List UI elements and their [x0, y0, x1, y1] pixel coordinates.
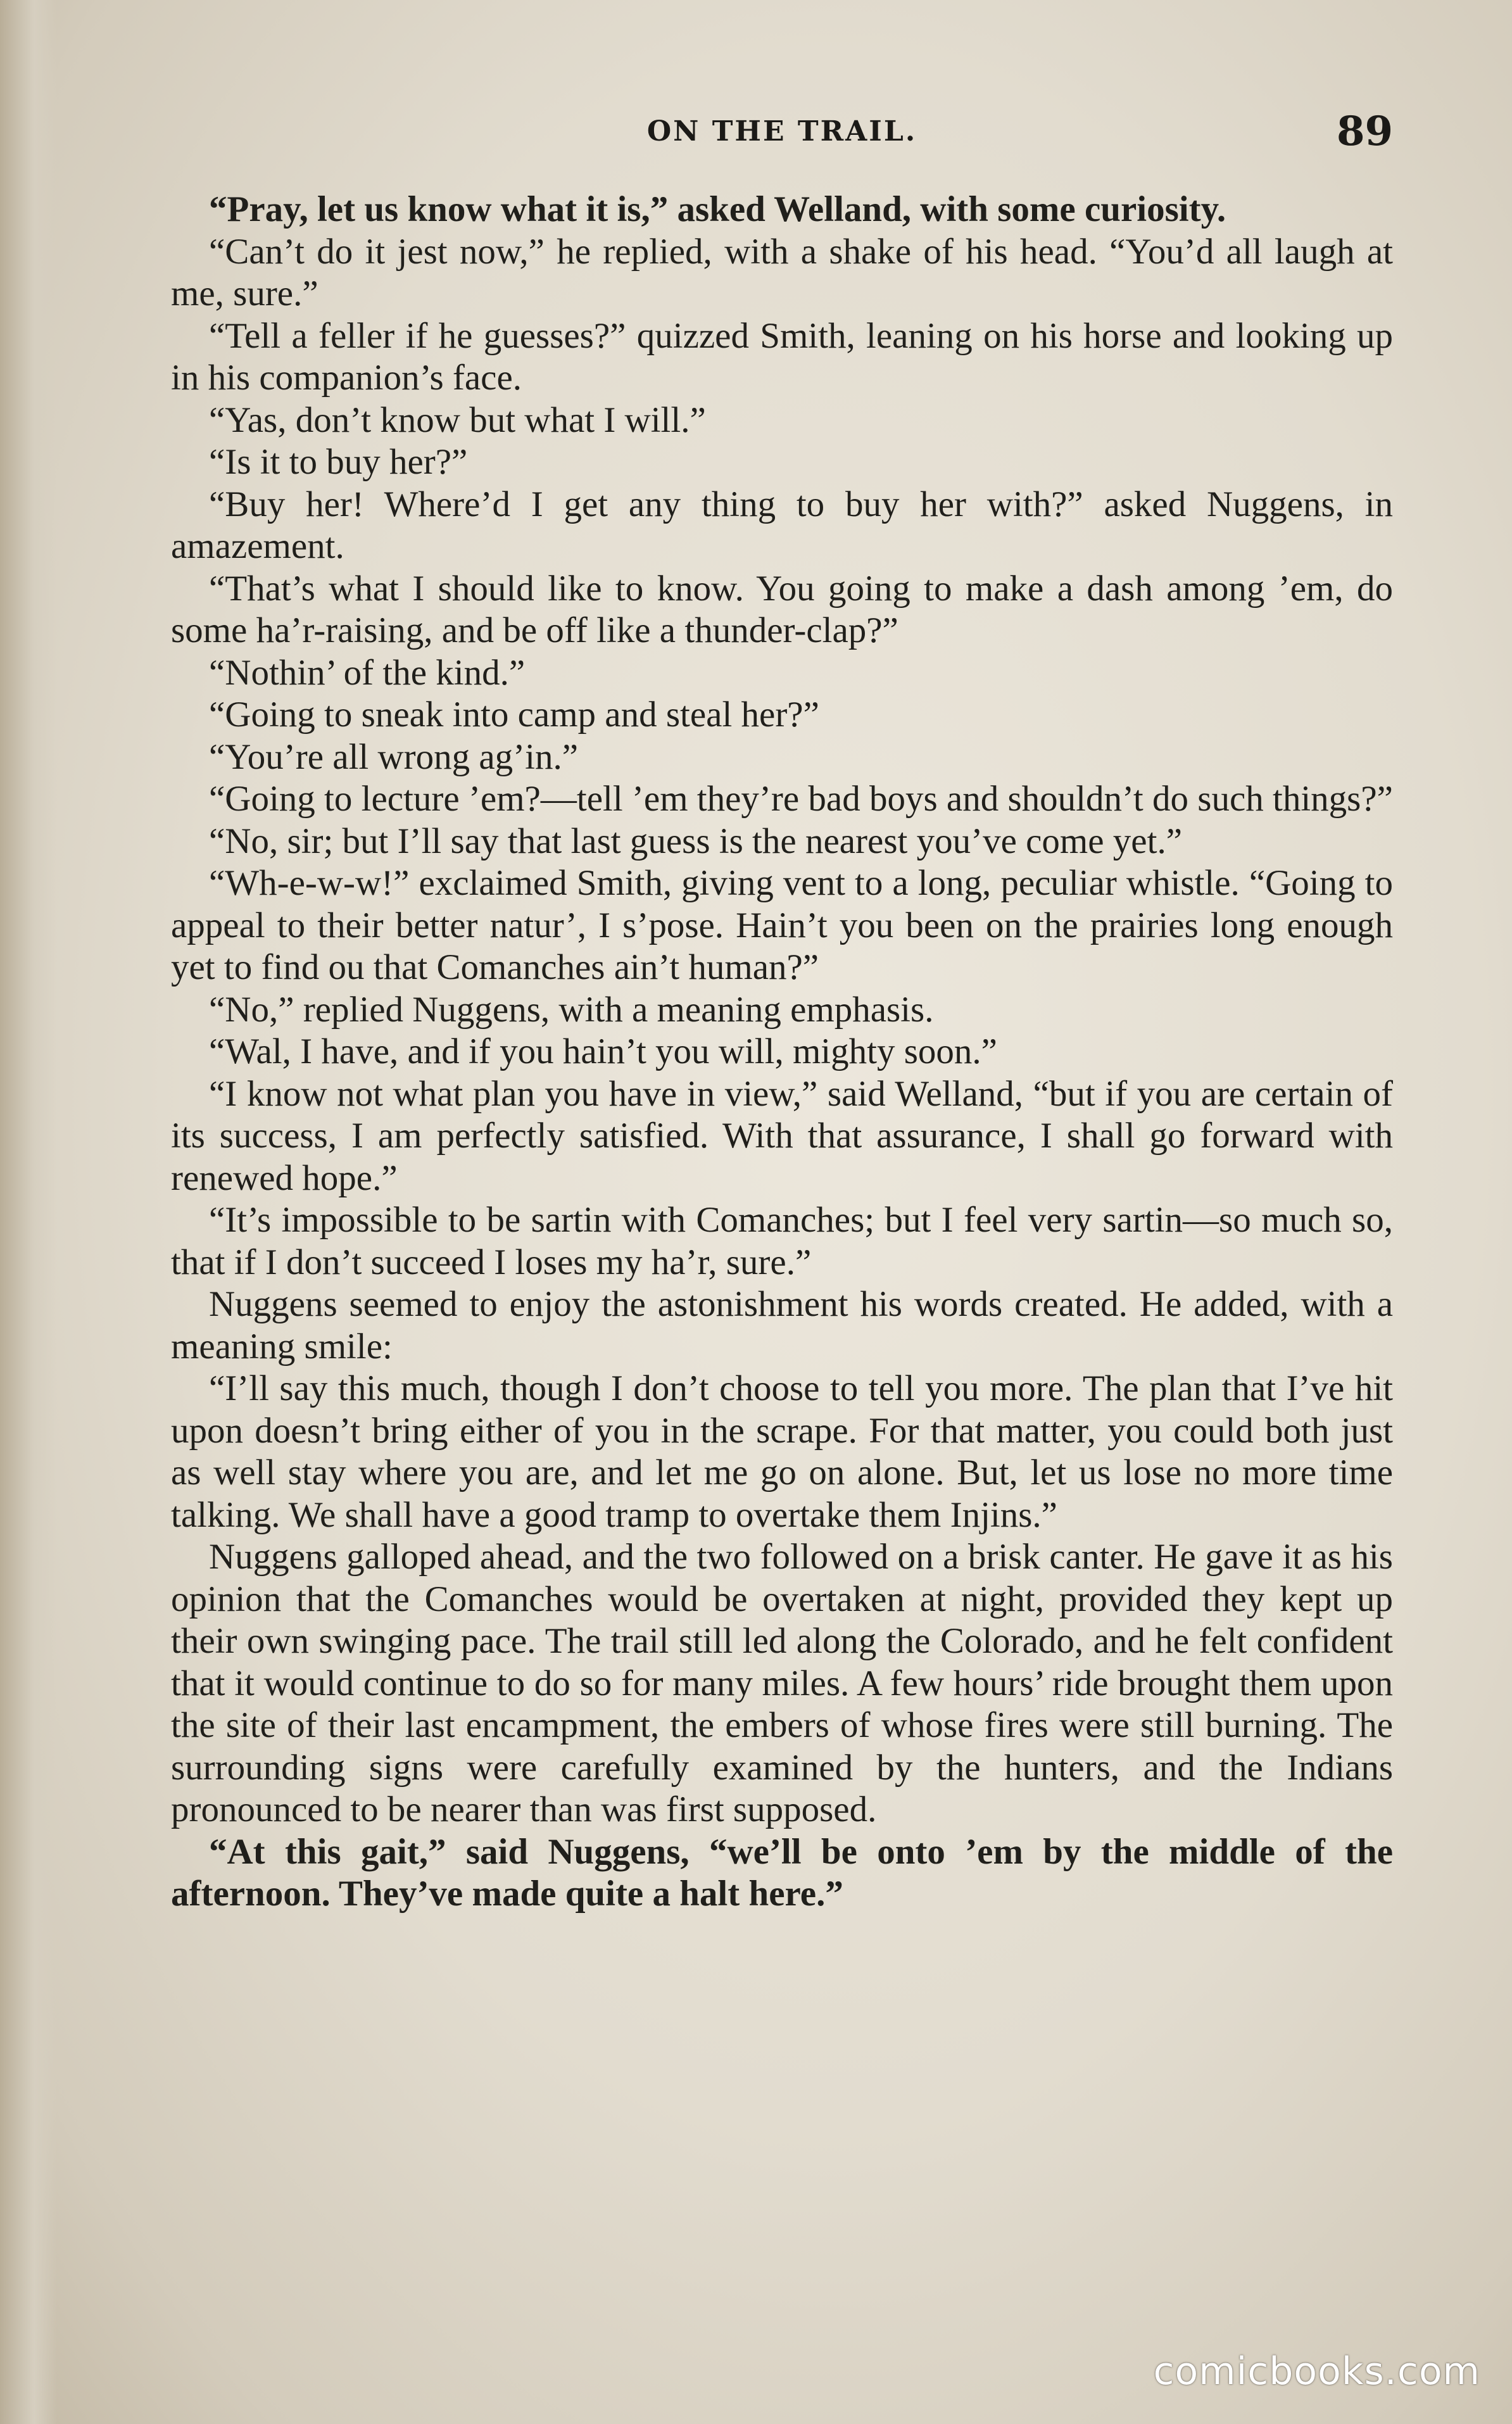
paragraph: “Buy her! Where’d I get any thing to buy her with?” asked Nuggens, in amazement. [171, 484, 1393, 566]
paragraph: “Can’t do it jest now,” he replied, with a shake of his head. “You’d all laugh at me, sure.” [171, 231, 1393, 313]
paragraph: “You’re all wrong ag’in.” [209, 736, 579, 777]
page-header [171, 108, 1393, 165]
paragraph: “Wal, I have, and if you hain’t you will, mighty soon.” [209, 1032, 997, 1071]
paragraph: Nuggens galloped ahead, and the two followed on a brisk canter. He gave it as his opinion that the Comanches would be overtaken at night, provided they kept up their own swinging pace. The trail still led along the Colorado, and he felt confident that it would continue to do so for many miles. A few hours’ ride brought them upon the site of their last encampment, the embers of whose fires were still burning. The surrounding signs were carefully examined by the hunters, and the Indians pronounced to be nearer than was first supposed. [171, 1537, 1393, 1829]
page-number: 89 [1336, 108, 1393, 155]
page-gutter-shadow [0, 0, 57, 2424]
paragraph: “Yas, don’t know but what I will.” [209, 400, 706, 440]
paragraph: “Going to sneak into camp and steal her?” [209, 695, 819, 735]
paragraph: “No,” replied Nuggens, with a meaning emphasis. [209, 989, 934, 1030]
paragraph: “Nothin’ of the kind.” [209, 652, 526, 693]
paragraph: “Wh-e-w-w!” exclaimed Smith, giving vent to a long, peculiar whistle. “Going to appeal to their better natur’, I s’pose. Hain’t you been on the prairies long enough yet to find ou that Comanches ain’t human?” [171, 863, 1393, 987]
paragraph: “No, sir; but I’ll say that last guess is the nearest you’ve come yet.” [209, 821, 1182, 861]
running-title: ON THE TRAIL. [646, 115, 917, 148]
paragraph: “Pray, let us know what it is,” asked Welland, with some curiosity. [209, 189, 1226, 229]
paragraph: “It’s impossible to be sartin with Comanches; but I feel very sartin—so much so, that if I don’t succeed I loses my ha’r, sure.” [171, 1200, 1393, 1282]
body-text [171, 189, 1393, 1916]
paragraph: “That’s what I should like to know. You going to make a dash among ’em, do some ha’r-raising, and be off like a thunder-clap?” [171, 568, 1393, 650]
paragraph: “I know not what plan you have in view,” said Welland, “but if you are certain of its success, I am perfectly satisfied. With that assurance, I shall go forward with renewed hope.” [171, 1073, 1393, 1198]
paragraph: Nuggens seemed to enjoy the astonishment his words created. He added, with a meaning smile: [171, 1284, 1393, 1367]
paragraph: “Going to lecture ’em?—tell ’em they’re bad boys and shouldn’t do such things?” [209, 779, 1393, 819]
paragraph: “I’ll say this much, though I don’t choose to tell you more. The plan that I’ve hit upon doesn’t bring either of you in the scrape. For that matter, you could both just as well stay where you are, and let me go on alone. But, let us lose no more time talking. We shall have a good tramp to overtake them Injins.” [171, 1368, 1393, 1535]
paragraph: “Tell a feller if he guesses?” quizzed Smith, leaning on his horse and looking up in his companion’s face. [171, 315, 1393, 398]
paragraph: “At this gait,” said Nuggens, “we’ll be onto ’em by the middle of the afternoon. They’ve made quite a halt here.” [171, 1831, 1393, 1914]
paragraph: “Is it to buy her?” [209, 442, 468, 482]
site-watermark: comicbooks.com [1153, 2349, 1480, 2394]
